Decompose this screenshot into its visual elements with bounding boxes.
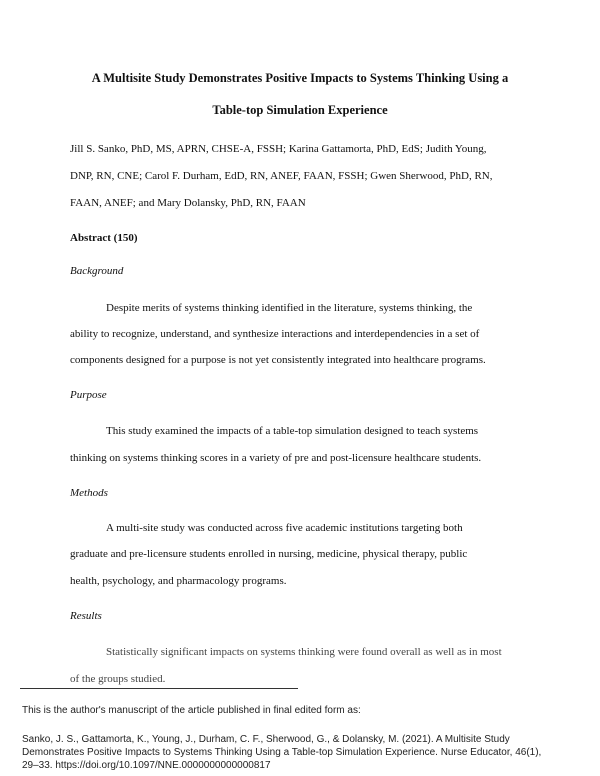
- results-line-1: Statistically significant impacts on systems thinking were found overall as well as in most: [106, 646, 502, 658]
- manuscript-note: This is the author's manuscript of the article published in final edited form as:: [22, 705, 361, 716]
- results-heading: Results: [70, 610, 102, 622]
- purpose-heading: Purpose: [70, 389, 107, 401]
- results-line-2: of the groups studied.: [70, 673, 166, 685]
- background-line-2: ability to recognize, understand, and synthesize interactions and interdependencies in a set of: [70, 328, 480, 340]
- purpose-line-1: This study examined the impacts of a table-top simulation designed to teach systems: [106, 425, 479, 437]
- paper-title-line-2: Table-top Simulation Experience: [212, 103, 388, 117]
- footnote-divider: [20, 688, 298, 689]
- background-line-3: components designed for a purpose is not yet consistently integrated into healthcare programs.: [70, 354, 486, 366]
- background-line-1: Despite merits of systems thinking identified in the literature, systems thinking, the: [106, 302, 473, 314]
- citation-line-2: Demonstrates Positive Impacts to Systems Thinking Using a Table-top Simulation Experience. Nurse Educator, 46(1),: [22, 747, 542, 758]
- abstract-heading: Abstract (150): [70, 232, 138, 244]
- background-heading: Background: [70, 265, 124, 277]
- author-line-2: DNP, RN, CNE; Carol F. Durham, EdD, RN, ANEF, FAAN, FSSH; Gwen Sherwood, PhD, RN,: [70, 170, 493, 182]
- citation-line-1: Sanko, J. S., Gattamorta, K., Young, J., Durham, C. F., Sherwood, G., & Dolansky, M. (2021). A Multisite Study: [22, 734, 510, 745]
- methods-line-1: A multi-site study was conducted across five academic institutions targeting both: [106, 522, 463, 534]
- paper-title-line-1: A Multisite Study Demonstrates Positive Impacts to Systems Thinking Using a: [91, 71, 509, 85]
- methods-line-3: health, psychology, and pharmacology programs.: [70, 575, 287, 587]
- methods-heading: Methods: [70, 487, 108, 499]
- author-line-1: Jill S. Sanko, PhD, MS, APRN, CHSE-A, FSSH; Karina Gattamorta, PhD, EdS; Judith Young,: [70, 143, 487, 155]
- author-line-3: FAAN, ANEF; and Mary Dolansky, PhD, RN, FAAN: [70, 197, 306, 209]
- purpose-line-2: thinking on systems thinking scores in a variety of pre and post-licensure healthcare students.: [70, 452, 482, 464]
- methods-line-2: graduate and pre-licensure students enrolled in nursing, medicine, physical therapy, public: [70, 548, 468, 560]
- citation-line-3: 29–33. https://doi.org/10.1097/NNE.0000000000000817: [22, 760, 271, 771]
